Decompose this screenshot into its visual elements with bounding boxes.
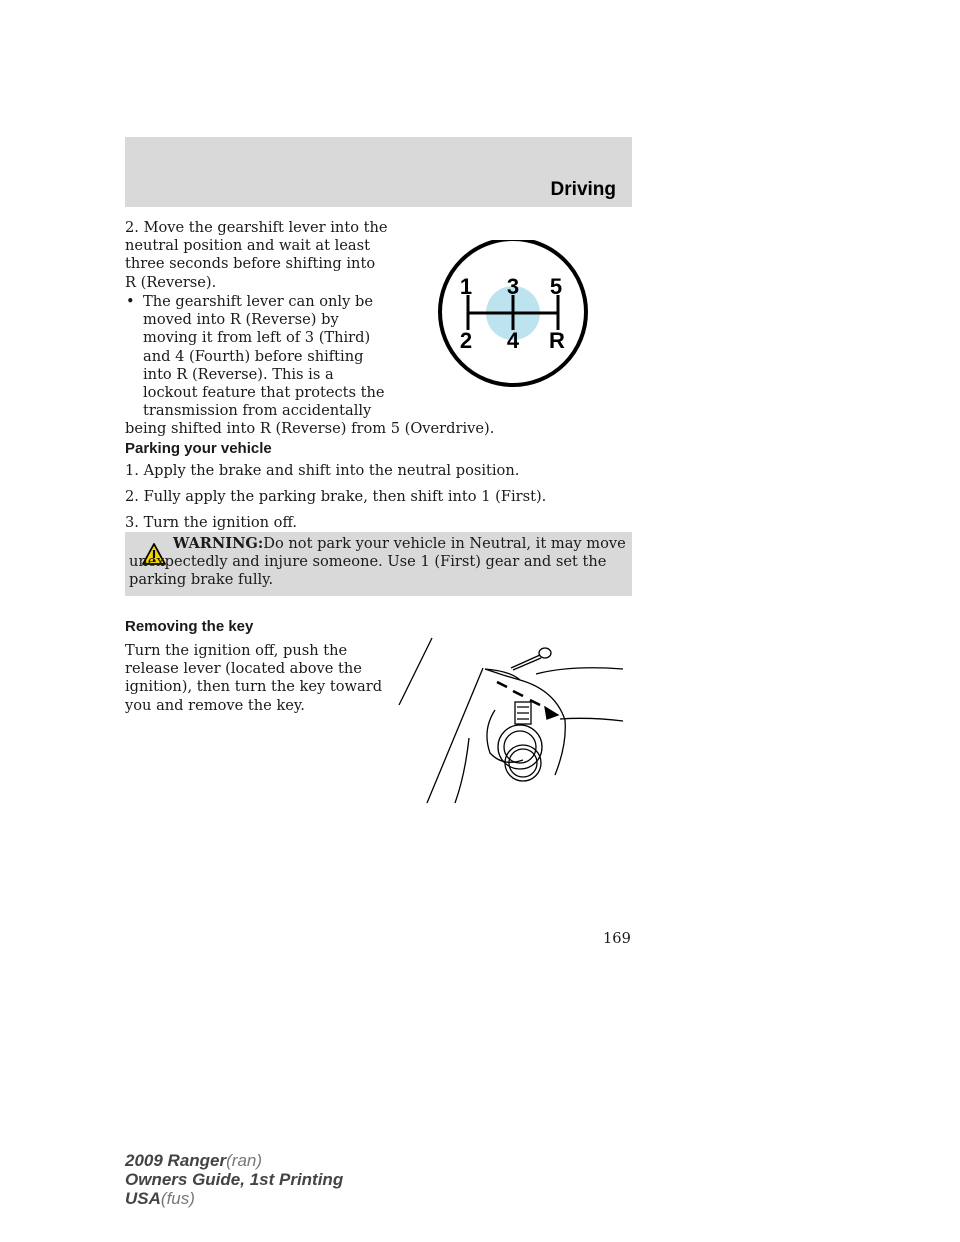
- ignition-key-illustration: [395, 635, 630, 810]
- footer-region-code: (fus): [160, 1189, 195, 1208]
- bullet-line: transmission from accidentally: [143, 402, 372, 420]
- section-title: Driving: [550, 179, 616, 200]
- footer-model: 2009 Ranger: [125, 1151, 227, 1170]
- bullet-line: into R (Reverse). This is a: [143, 365, 334, 383]
- removing-key-heading: Removing the key: [125, 618, 254, 635]
- step-2-label: 2. Move the gearshift lever into the neutral position and wait at least three seconds before shifting into R (Reverse).: [125, 219, 388, 291]
- footer-line-2: [125, 1170, 343, 1189]
- bullet-line: being shifted into R (Reverse) from 5 (Overdrive).: [125, 420, 495, 438]
- bullet-icon: •: [126, 293, 135, 310]
- gear-label-4: 4: [506, 328, 520, 353]
- removing-key-line: ignition), then turn the key toward: [125, 678, 383, 696]
- warning-label: WARNING:: [173, 535, 264, 552]
- gear-label-2: 2: [459, 328, 473, 353]
- removing-key-line: release lever (located above the: [125, 660, 362, 678]
- removing-key-line: Turn the ignition off, push the: [125, 642, 348, 659]
- footer-region: USA: [125, 1189, 161, 1208]
- gear-label-3: 3: [506, 274, 520, 299]
- document-footer: [125, 1151, 343, 1208]
- footer-printing: Owners Guide, 1st Printing: [125, 1170, 344, 1189]
- header-band: [125, 137, 632, 207]
- removing-key-text: [125, 642, 395, 715]
- gear-label-r: R: [549, 328, 565, 353]
- gear-shift-diagram: [420, 240, 610, 400]
- footer-model-code: (ran): [226, 1151, 263, 1170]
- bullet-line: moved into R (Reverse) by: [143, 311, 339, 329]
- removing-key-line: you and remove the key.: [125, 696, 305, 714]
- parking-step: 1. Apply the brake and shift into the neutral position.: [125, 462, 520, 479]
- gear-label-5: 5: [549, 274, 563, 299]
- parking-step: 2. Fully apply the parking brake, then shift into 1 (First).: [125, 488, 547, 506]
- page-number: 169: [603, 930, 631, 947]
- warning-text: [129, 535, 626, 590]
- parking-step: 3. Turn the ignition off.: [125, 514, 297, 532]
- warning-body: Do not park your vehicle in Neutral, it may move unexpectedly and injure someone. Use 1 (First) gear and set the parking brake fully.: [129, 535, 626, 589]
- warning-box: [125, 532, 632, 596]
- bullet-line: lockout feature that protects the: [143, 384, 385, 402]
- parking-heading: Parking your vehicle: [125, 440, 272, 457]
- footer-line-3: [125, 1189, 343, 1208]
- bullet-line: moving it from left of 3 (Third): [143, 329, 371, 347]
- bullet-line: and 4 (Fourth) before shifting: [143, 347, 364, 365]
- gear-label-1: 1: [459, 274, 473, 299]
- footer-line-1: [125, 1151, 343, 1170]
- bullet-line: The gearshift lever can only be: [143, 293, 373, 310]
- step-2-text: [125, 219, 390, 292]
- parking-steps: [125, 462, 632, 533]
